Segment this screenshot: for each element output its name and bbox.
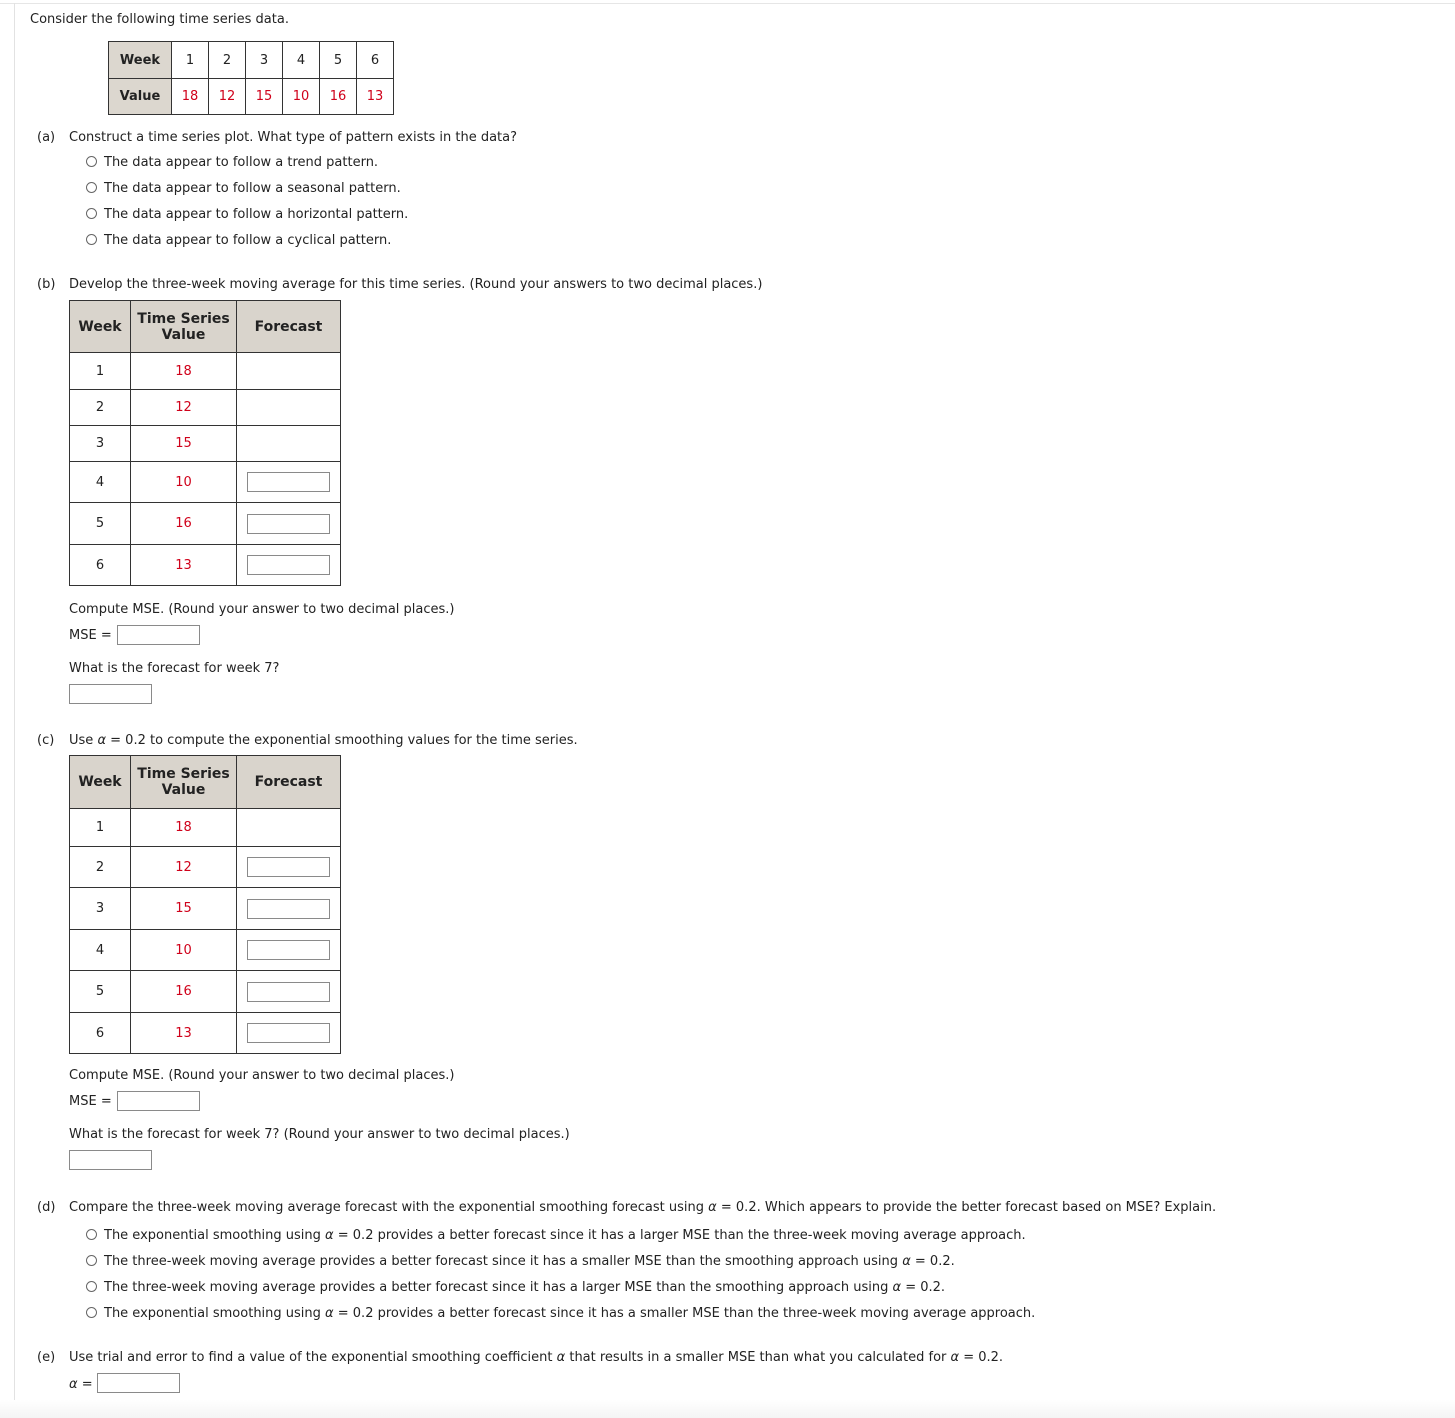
forecast-input[interactable] bbox=[247, 472, 330, 492]
part-b-mse-label: MSE = bbox=[69, 628, 112, 643]
part-b-question: Develop the three-week moving average for this time series. (Round your answers to two decimal places.) bbox=[69, 277, 763, 292]
text-fragment: Compare the three-week moving average forecast with the exponential smoothing forecast using bbox=[69, 1200, 705, 1215]
value-cell: 13 bbox=[131, 1013, 237, 1054]
week-cell: 6 bbox=[357, 42, 394, 79]
forecast-cell bbox=[237, 971, 341, 1013]
forecast-input[interactable] bbox=[247, 555, 330, 575]
alpha-symbol: α bbox=[902, 1254, 911, 1269]
week-column-header: Week bbox=[70, 756, 131, 809]
part-c-question bbox=[69, 733, 578, 748]
text-fragment: that results in a smaller MSE than what you calculated for bbox=[569, 1350, 947, 1365]
part-b-week7-forecast-input[interactable] bbox=[69, 684, 152, 704]
alpha-symbol: α bbox=[556, 1350, 566, 1365]
table-row bbox=[70, 462, 341, 503]
alpha-symbol: α bbox=[950, 1350, 960, 1365]
forecast-cell-empty bbox=[237, 426, 341, 462]
value-cell: 12 bbox=[131, 847, 237, 888]
forecast-cell bbox=[237, 545, 341, 586]
table-row bbox=[70, 1013, 341, 1054]
option-label: The three-week moving average provides a better forecast since it has a larger MSE than the smoothing approach using bbox=[104, 1280, 889, 1295]
value-header: Value bbox=[109, 79, 172, 115]
header-line: Time Series bbox=[137, 310, 230, 327]
part-e-alpha-label bbox=[69, 1377, 93, 1392]
week-cell: 5 bbox=[70, 971, 131, 1013]
top-border bbox=[0, 3, 1455, 4]
time-series-column-header bbox=[131, 301, 237, 353]
week-cell: 2 bbox=[209, 42, 246, 79]
part-d-option-4[interactable] bbox=[86, 1306, 1035, 1321]
part-d-option-2[interactable] bbox=[86, 1254, 955, 1269]
radio-button[interactable] bbox=[86, 156, 97, 167]
part-c-mse-prompt: Compute MSE. (Round your answer to two decimal places.) bbox=[69, 1068, 455, 1083]
forecast-cell-empty bbox=[237, 809, 341, 847]
alpha-symbol: α bbox=[708, 1200, 717, 1215]
forecast-input[interactable] bbox=[247, 940, 330, 960]
week-cell: 6 bbox=[70, 1013, 131, 1054]
forecast-cell bbox=[237, 888, 341, 930]
week-cell: 1 bbox=[70, 353, 131, 390]
header-line: Time Series bbox=[137, 766, 230, 782]
value-cell: 16 bbox=[131, 971, 237, 1013]
option-label: The data appear to follow a trend pattern. bbox=[104, 155, 379, 170]
left-border bbox=[14, 3, 15, 1418]
value-cell: 12 bbox=[131, 390, 237, 426]
value-cell: 18 bbox=[172, 79, 209, 115]
value-cell: 16 bbox=[131, 503, 237, 545]
part-b-mse-prompt: Compute MSE. (Round your answer to two decimal places.) bbox=[69, 602, 455, 617]
value-cell: 15 bbox=[131, 888, 237, 930]
forecast-input[interactable] bbox=[247, 857, 330, 877]
alpha-symbol: α bbox=[892, 1280, 902, 1295]
text-fragment: Use bbox=[69, 733, 94, 748]
week-cell: 4 bbox=[283, 42, 320, 79]
value-cell: 13 bbox=[357, 79, 394, 115]
part-b-forecast-prompt: What is the forecast for week 7? bbox=[69, 661, 280, 676]
text-fragment: Use trial and error to find a value of the exponential smoothing coefficient bbox=[69, 1350, 553, 1365]
intro-text: Consider the following time series data. bbox=[30, 12, 289, 27]
table-row bbox=[70, 809, 341, 847]
table-row bbox=[70, 390, 341, 426]
week-cell: 3 bbox=[70, 426, 131, 462]
part-d-label: (d) bbox=[37, 1200, 56, 1215]
table-row bbox=[70, 847, 341, 888]
part-a-label: (a) bbox=[37, 130, 56, 145]
week-cell: 4 bbox=[70, 930, 131, 971]
option-label: The exponential smoothing using bbox=[104, 1306, 321, 1321]
text-fragment: = 0.2. Which appears to provide the better forecast based on MSE? Explain. bbox=[720, 1200, 1217, 1215]
option-label: = 0.2 provides a better forecast since it has a smaller MSE than the three-week moving average approach. bbox=[337, 1306, 1036, 1321]
forecast-input[interactable] bbox=[247, 1023, 330, 1043]
week-header: Week bbox=[109, 42, 172, 79]
forecast-cell-empty bbox=[237, 353, 341, 390]
table-row bbox=[70, 888, 341, 930]
option-label: = 0.2 provides a better forecast since it has a larger MSE than the three-week moving average approach. bbox=[337, 1228, 1026, 1243]
week-cell: 2 bbox=[70, 847, 131, 888]
part-d-option-3[interactable] bbox=[86, 1280, 945, 1295]
option-label: The three-week moving average provides a better forecast since it has a smaller MSE than the smoothing approach using bbox=[104, 1254, 899, 1269]
part-d-option-1[interactable] bbox=[86, 1228, 1026, 1243]
radio-button[interactable] bbox=[86, 1281, 97, 1292]
part-a-option-seasonal[interactable] bbox=[86, 181, 401, 196]
week-cell: 3 bbox=[246, 42, 283, 79]
moving-average-table bbox=[69, 300, 341, 586]
week-cell: 2 bbox=[70, 390, 131, 426]
part-a-option-cyclical[interactable] bbox=[86, 233, 391, 248]
part-c-week7-forecast-input[interactable] bbox=[69, 1150, 152, 1170]
part-c-forecast-prompt: What is the forecast for week 7? (Round your answer to two decimal places.) bbox=[69, 1127, 570, 1142]
text-fragment: = bbox=[81, 1377, 93, 1392]
table-row bbox=[70, 503, 341, 545]
forecast-cell bbox=[237, 930, 341, 971]
forecast-column-header: Forecast bbox=[237, 756, 341, 809]
part-c-mse-input[interactable] bbox=[117, 1091, 200, 1111]
value-cell: 10 bbox=[131, 930, 237, 971]
option-label: The data appear to follow a cyclical pattern. bbox=[104, 233, 392, 248]
forecast-cell bbox=[237, 847, 341, 888]
week-column-header: Week bbox=[70, 301, 131, 353]
header-line: Value bbox=[161, 326, 206, 343]
part-a-question: Construct a time series plot. What type of pattern exists in the data? bbox=[69, 130, 518, 145]
value-cell: 10 bbox=[283, 79, 320, 115]
option-label: The exponential smoothing using bbox=[104, 1228, 321, 1243]
alpha-symbol: α bbox=[325, 1306, 334, 1321]
text-fragment: = 0.2. bbox=[963, 1350, 1004, 1365]
radio-button[interactable] bbox=[86, 1229, 97, 1240]
week-cell: 6 bbox=[70, 545, 131, 586]
radio-button[interactable] bbox=[86, 1255, 97, 1266]
part-e-alpha-input[interactable] bbox=[97, 1373, 180, 1393]
table-header-row bbox=[70, 301, 341, 353]
radio-button[interactable] bbox=[86, 234, 97, 245]
week-cell: 5 bbox=[320, 42, 357, 79]
alpha-symbol: α bbox=[97, 733, 107, 748]
part-c-label: (c) bbox=[37, 733, 55, 748]
value-cell: 18 bbox=[131, 353, 237, 390]
forecast-input[interactable] bbox=[247, 899, 330, 919]
data-table-week-row bbox=[109, 42, 394, 79]
table-row bbox=[70, 930, 341, 971]
alpha-symbol: α bbox=[69, 1377, 78, 1392]
table-row bbox=[70, 353, 341, 390]
week-cell: 1 bbox=[70, 809, 131, 847]
radio-button[interactable] bbox=[86, 182, 97, 193]
week-cell: 5 bbox=[70, 503, 131, 545]
option-label: The data appear to follow a seasonal pattern. bbox=[104, 181, 401, 196]
week-cell: 3 bbox=[70, 888, 131, 930]
value-cell: 13 bbox=[131, 545, 237, 586]
forecast-column-header: Forecast bbox=[237, 301, 341, 353]
forecast-cell bbox=[237, 462, 341, 503]
time-series-column-header bbox=[131, 756, 237, 809]
part-c-mse-label: MSE = bbox=[69, 1094, 112, 1109]
table-row bbox=[70, 971, 341, 1013]
part-e-question bbox=[69, 1350, 1003, 1365]
table-row bbox=[70, 545, 341, 586]
part-b-mse-input[interactable] bbox=[117, 625, 200, 645]
text-fragment: = 0.2 to compute the exponential smoothing values for the time series. bbox=[110, 733, 578, 748]
forecast-input[interactable] bbox=[247, 514, 330, 534]
forecast-cell bbox=[237, 503, 341, 545]
week-cell: 4 bbox=[70, 462, 131, 503]
option-label: = 0.2. bbox=[914, 1254, 955, 1269]
radio-button[interactable] bbox=[86, 1307, 97, 1318]
value-cell: 12 bbox=[209, 79, 246, 115]
week-cell: 1 bbox=[172, 42, 209, 79]
option-label: = 0.2. bbox=[905, 1280, 946, 1295]
data-table-value-row bbox=[109, 79, 394, 115]
radio-button[interactable] bbox=[86, 208, 97, 219]
table-header-row bbox=[70, 756, 341, 809]
exponential-smoothing-table bbox=[69, 755, 341, 1054]
value-cell: 18 bbox=[131, 809, 237, 847]
forecast-input[interactable] bbox=[247, 982, 330, 1002]
value-cell: 15 bbox=[246, 79, 283, 115]
part-a-option-horizontal[interactable] bbox=[86, 207, 408, 222]
option-label: The data appear to follow a horizontal pattern. bbox=[104, 207, 409, 222]
header-line: Value bbox=[161, 782, 206, 798]
forecast-cell bbox=[237, 1013, 341, 1054]
part-e-label: (e) bbox=[37, 1350, 56, 1365]
table-row bbox=[70, 426, 341, 462]
alpha-symbol: α bbox=[325, 1228, 334, 1243]
part-d-question bbox=[69, 1200, 1216, 1215]
value-cell: 10 bbox=[131, 462, 237, 503]
part-b-label: (b) bbox=[37, 277, 56, 292]
forecast-cell-empty bbox=[237, 390, 341, 426]
data-table bbox=[108, 41, 394, 115]
value-cell: 16 bbox=[320, 79, 357, 115]
bottom-shade bbox=[0, 1400, 1455, 1418]
part-a-option-trend[interactable] bbox=[86, 155, 378, 170]
value-cell: 15 bbox=[131, 426, 237, 462]
